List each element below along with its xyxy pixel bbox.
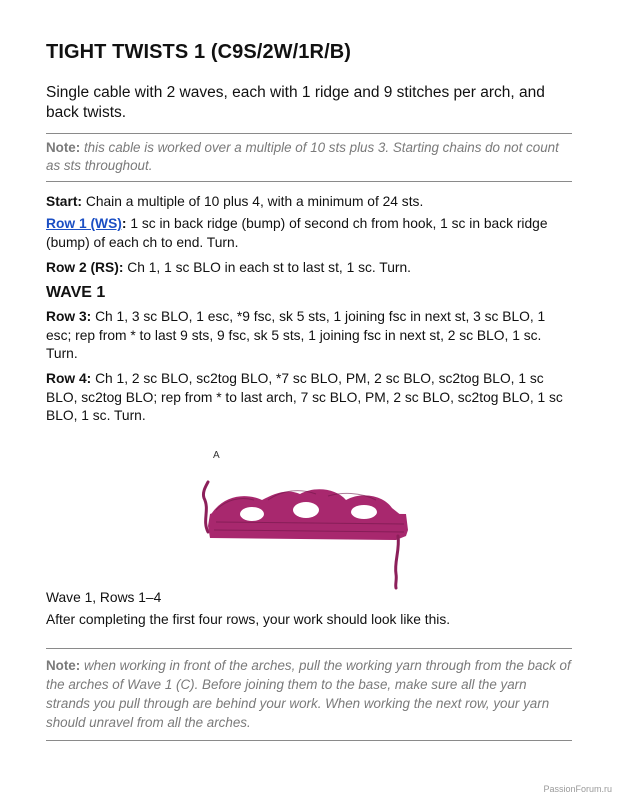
row-1-link[interactable]: Row 1 (WS) bbox=[46, 216, 122, 231]
row-2-label: Row 2 (RS): bbox=[46, 260, 124, 275]
arch-hole bbox=[293, 502, 319, 518]
row-4-instruction bbox=[46, 370, 572, 426]
note-box-2 bbox=[46, 648, 572, 741]
intro-text: Single cable with 2 waves, each with 1 ridge and 9 stitches per arch, and back twists. bbox=[46, 84, 545, 121]
note-2-text: when working in front of the arches, pull the working yarn through from the back of the arches of Wave 1 (C). Before joining them to the base, make sure all the yarn strands you pull through are behind your work. When working the next row, your yarn should unravel from all the arches. bbox=[46, 658, 571, 730]
row-1-instruction bbox=[46, 215, 572, 252]
row-4-text: Ch 1, 2 sc BLO, sc2tog BLO, *7 sc BLO, PM, 2 sc BLO, sc2tog BLO, 1 sc BLO, sc2tog BLO; rep from * to last arch, 7 sc BLO, PM, 2 sc BLO, sc2tog BLO, 1 sc BLO, 1 sc. Turn. bbox=[46, 371, 563, 423]
note-label: Note: bbox=[46, 140, 81, 155]
row-3-instruction bbox=[46, 308, 572, 364]
wave-heading: WAVE 1 bbox=[46, 284, 106, 301]
arch-hole bbox=[240, 507, 264, 521]
crochet-swatch-photo bbox=[196, 470, 416, 590]
row-1-text: 1 sc in back ridge (bump) of second ch from hook, 1 sc in back ridge (bump) of each ch to end. Turn. bbox=[46, 216, 548, 250]
row-2-instruction bbox=[46, 259, 572, 278]
note-box bbox=[46, 133, 572, 182]
photo-caption: Wave 1, Rows 1–4 bbox=[46, 590, 162, 605]
row-4-label: Row 4: bbox=[46, 371, 92, 386]
photo-label: A bbox=[213, 450, 220, 461]
arch-hole bbox=[351, 505, 377, 519]
yarn-tail-bottom bbox=[396, 536, 399, 588]
row-1-colon: : bbox=[121, 216, 127, 231]
row-3-label: Row 3: bbox=[46, 309, 92, 324]
note-text: this cable is worked over a multiple of 10 sts plus 3. Starting chains do not count as sts throughout. bbox=[46, 140, 559, 173]
row-2-text: Ch 1, 1 sc BLO in each st to last st, 1 sc. Turn. bbox=[123, 260, 411, 275]
start-label: Start: bbox=[46, 194, 83, 209]
page-title: TIGHT TWISTS 1 (C9S/2W/1R/B) bbox=[46, 41, 352, 63]
note-2-label: Note: bbox=[46, 658, 81, 673]
watermark: PassionForum.ru bbox=[543, 784, 612, 794]
yarn-tail-top bbox=[203, 482, 208, 532]
row-3-text: Ch 1, 3 sc BLO, 1 esc, *9 fsc, sk 5 sts, 1 joining fsc in next st, 3 sc BLO, 1 esc; rep from * to last 9 sts, 9 fsc, sk 5 sts, 1 joining fsc in next st, 2 sc BLO, 1 sc. Turn. bbox=[46, 309, 546, 361]
start-instruction bbox=[46, 193, 572, 212]
start-text: Chain a multiple of 10 plus 4, with a minimum of 24 sts. bbox=[82, 194, 424, 209]
after-rows-text: After completing the first four rows, your work should look like this. bbox=[46, 612, 451, 627]
